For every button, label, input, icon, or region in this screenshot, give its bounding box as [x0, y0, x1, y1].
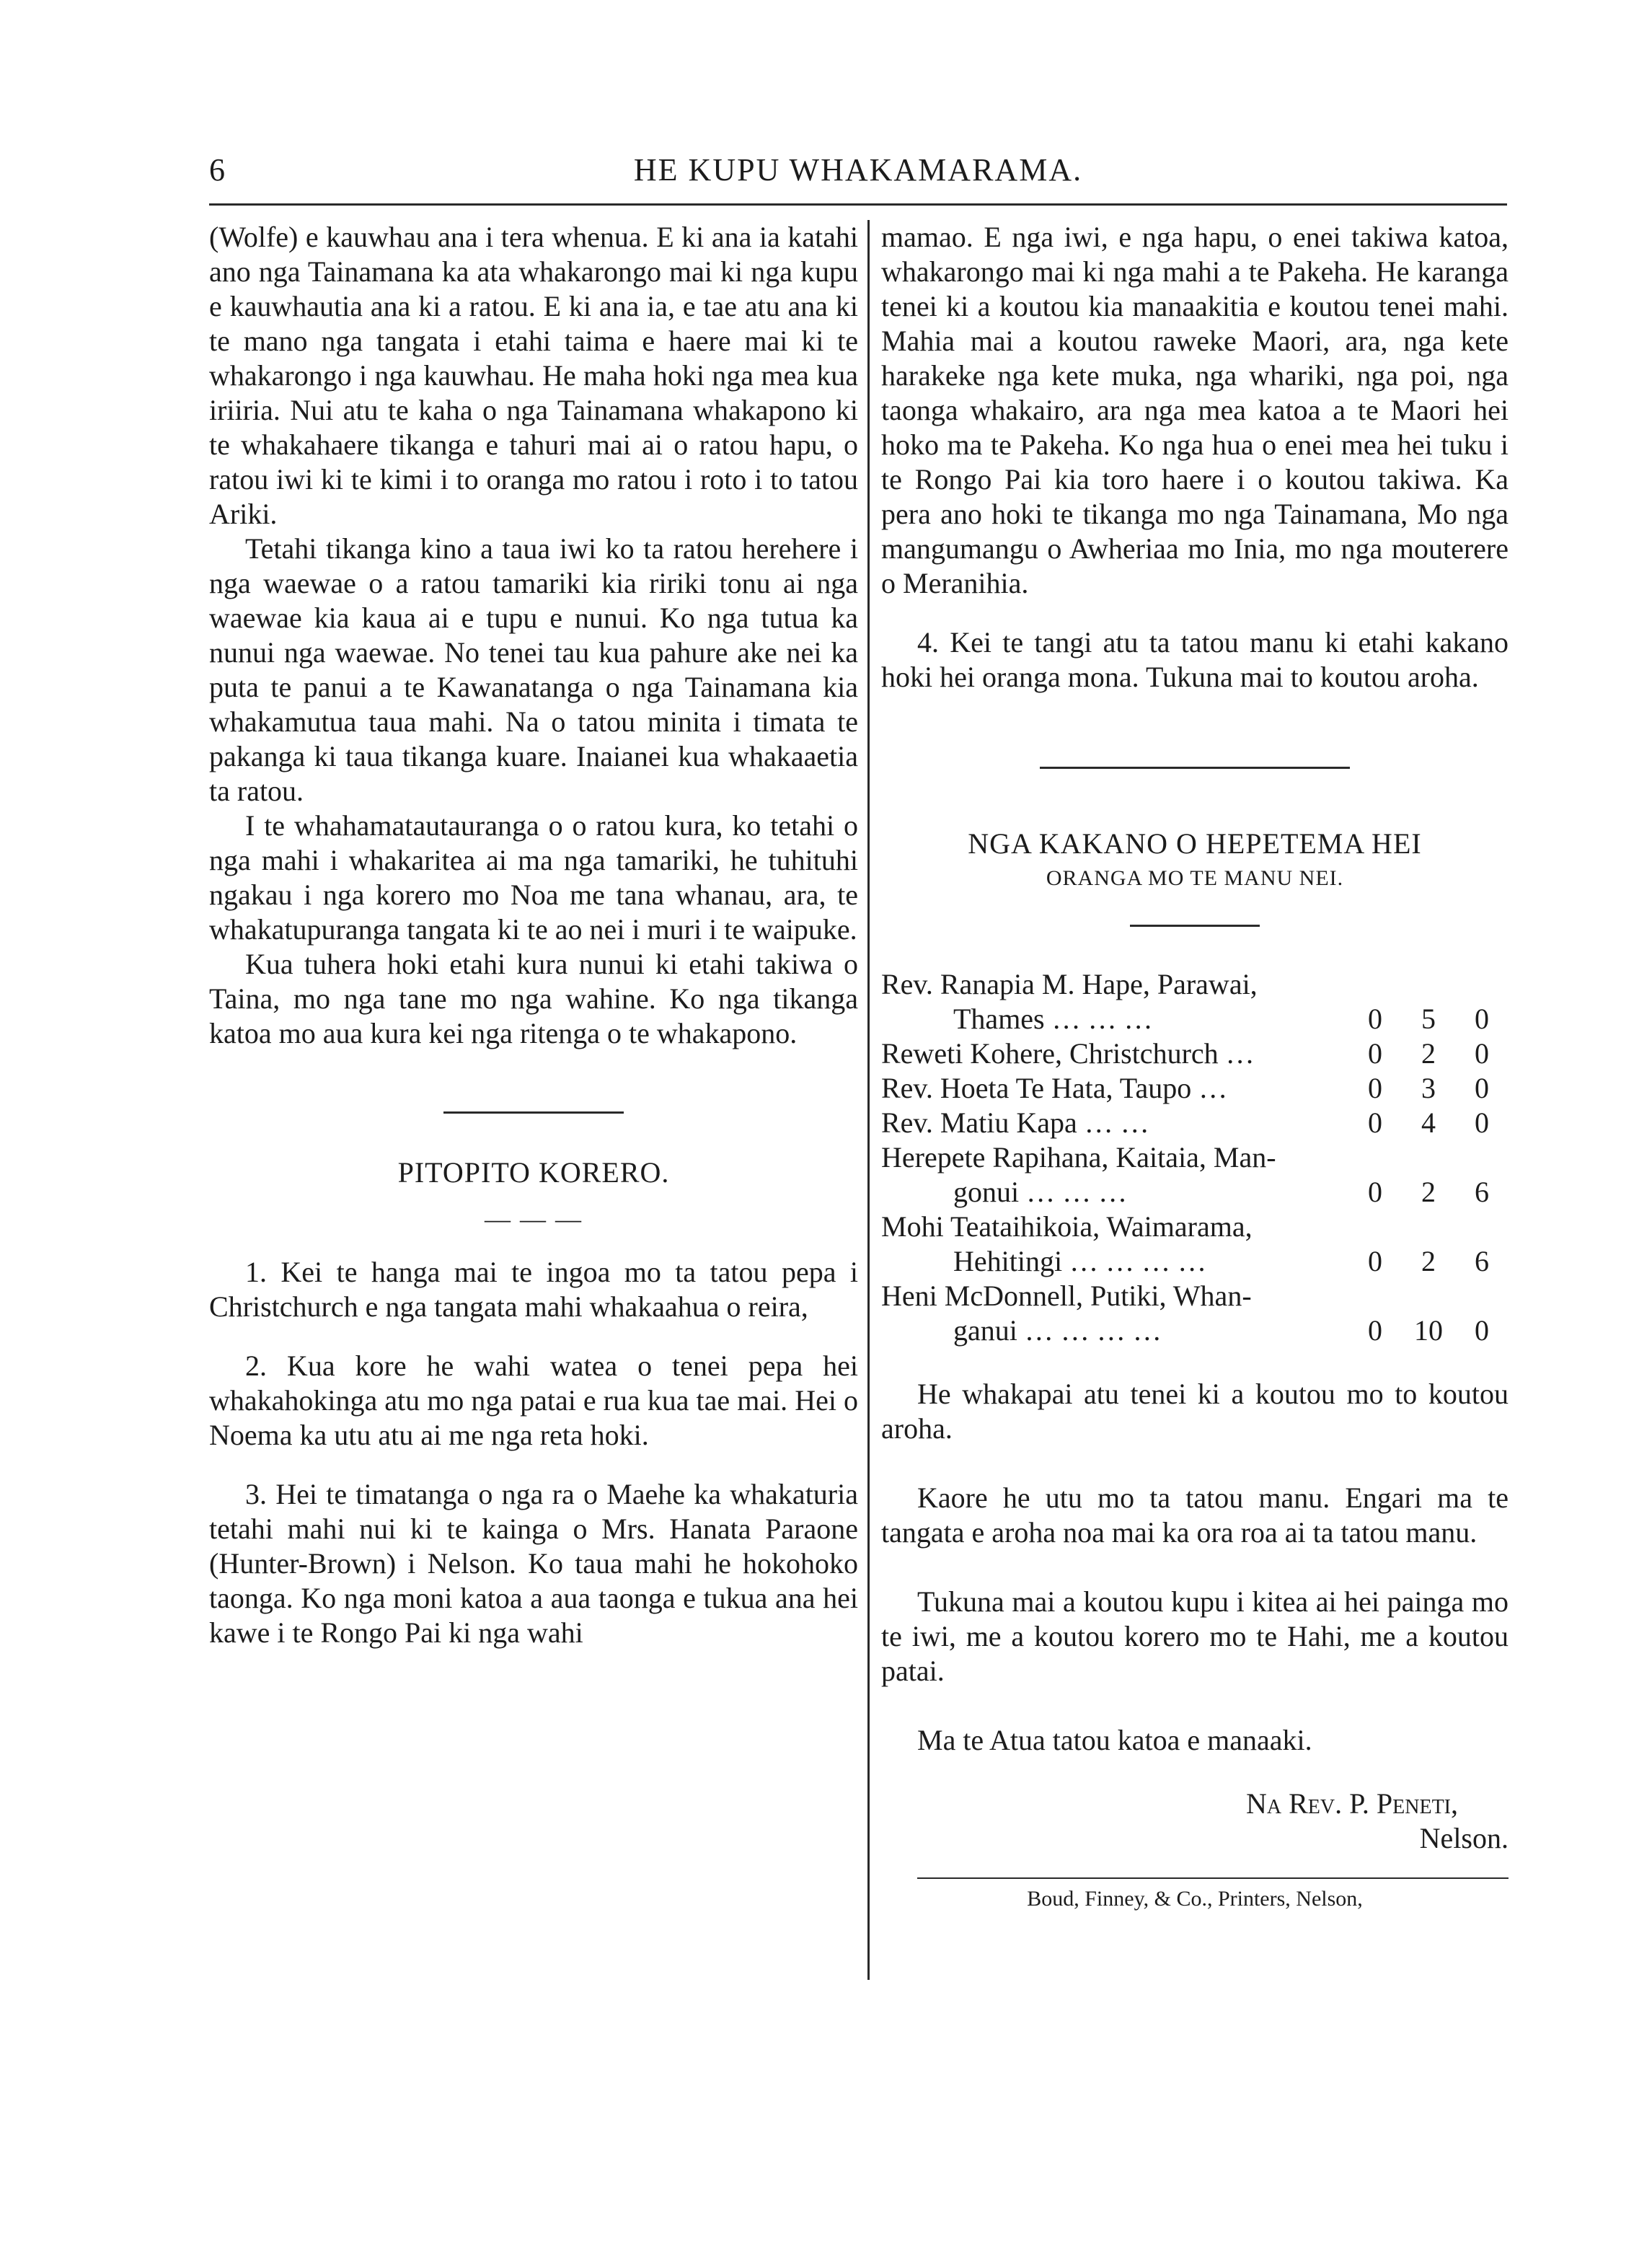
subscription-heading: NGA KAKANO O HEPETEMA HEI — [968, 827, 1422, 860]
subscription-row — [881, 1279, 1509, 1313]
amount-shillings: 2 — [1421, 1245, 1436, 1277]
amount-shillings: 2 — [1421, 1176, 1436, 1208]
subscriber-name: Rev. Ranapia M. Hape, Parawai, — [881, 968, 1258, 1000]
amount-pounds: 0 — [1368, 1176, 1382, 1208]
subscription-row — [881, 1002, 1509, 1036]
signature-place: Nelson. — [1419, 1822, 1509, 1854]
page-header — [209, 151, 1507, 195]
amount-pence: 0 — [1475, 1037, 1489, 1070]
subscriber-name: Mohi Teataihikoia, Waimarama, — [881, 1210, 1253, 1243]
news-item: 3. Hei te timatanga o nga ra o Maehe ka whakaturia tetahi mahi nui ki te kainga o Mrs. Hanata Paraone (Hunter-Brown) i Nelson. Ko taua mahi he hokohoko taonga. Ko nga moni katoa a aua taonga e tukua ana hei kawe i te Rongo Pai ki nga wahi — [209, 1478, 858, 1649]
dot-leader: … — [1198, 1072, 1228, 1104]
paragraph: Kua tuhera hoki etahi kura nunui ki etahi takiwa o Taina, mo nga tane mo nga wahine. Ko nga tikanga katoa mo aua kura kei nga ritenga o te whakapono. — [209, 948, 858, 1049]
imprint-rule — [917, 1877, 1509, 1879]
paragraph: Kaore he utu mo ta tatou manu. Engari ma te tangata e aroha noa mai ka ora roa ai ta tatou manu. — [881, 1481, 1509, 1549]
dot-leader: … … — [1084, 1106, 1149, 1139]
subscription-row — [881, 1036, 1509, 1071]
paragraph: 4. Kei te tangi atu ta tatou manu ki etahi kakano hoki hei oranga mona. Tukuna mai to koutou aroha. — [881, 626, 1509, 693]
news-item: 2. Kua kore he wahi watea o tenei pepa hei whakahokinga atu mo nga patai e rua kua tae mai. Hei o Noema ka utu atu ai me nga reta hoki. — [209, 1349, 858, 1451]
subscriber-name-cont: gonui — [953, 1176, 1020, 1208]
subscriber-name: Reweti Kohere, Christchurch — [881, 1037, 1219, 1070]
paragraph: Tetahi tikanga kino a taua iwi ko ta ratou herehere i nga waewae o a ratou tamariki kia ririki tonu ai nga waewae kia kaua ai e tupu e nunui. Ko nga tutua ka nunui nga waewae. No tenei tau kua pahure ake nei ka puta te panui a te Kawanatanga o nga Tainamana kia whakamutua taua mahi. Na o tatou minita i timata te pakanga ki taua tikanga kuare. Inaianei kua whakaaetia ta ratou. — [209, 532, 858, 807]
amount-pence: 0 — [1475, 1003, 1489, 1035]
amount-pence: 0 — [1475, 1072, 1489, 1104]
subscriber-name-cont: Hehitingi — [953, 1245, 1063, 1277]
subscriber-name: Heni McDonnell, Putiki, Whan- — [881, 1280, 1252, 1312]
amount-pounds: 0 — [1368, 1072, 1382, 1104]
subscription-row — [881, 967, 1509, 1002]
amount-pence: 0 — [1475, 1314, 1489, 1347]
subscriber-name: Herepete Rapihana, Kaitaia, Man- — [881, 1141, 1276, 1173]
right-column — [881, 220, 1509, 1914]
printer-imprint: Boud, Finney, & Co., Printers, Nelson, — [1027, 1887, 1363, 1911]
amount-pence: 6 — [1475, 1176, 1489, 1208]
section-heading: PITOPITO KORERO. — [397, 1156, 670, 1189]
short-rule — [1130, 925, 1260, 927]
subscriber-name-cont: ganui — [953, 1314, 1017, 1347]
dot-leader: … — [1225, 1037, 1255, 1070]
section-dashes: — — — — [485, 1205, 583, 1233]
subscriber-name-cont: Thames — [953, 1003, 1045, 1035]
amount-shillings: 5 — [1421, 1003, 1436, 1035]
subscription-row — [881, 1071, 1509, 1106]
paragraph: mamao. E nga iwi, e nga hapu, o enei takiwa katoa, whakarongo mai ki nga mahi a te Pakeha. He karanga tenei ki a koutou kia manaakitia e koutou tenei mahi. Mahia mai a koutou raweke Maori, ara, nga kete harakeke nga kete muka, nga whariki, nga poi, nga taonga whakairo, ara nga mea katoa a te Maori hei hoko ma te Pakeha. Ko nga hua o enei mea hei tuku i te Rongo Pai kia toro haere i o koutou takiwa. Ka pera ano hoki te tikanga mo nga Tainamana, Mo nga mangumangu o Awheriaa mo Inia, mo nga mouterere o Meranihia. — [881, 221, 1509, 599]
paragraph: He whakapai atu tenei ki a koutou mo to koutou aroha. — [881, 1378, 1509, 1445]
paragraph: I te whahamatautauranga o o ratou kura, ko tetahi o nga mahi i whakaritea ai ma nga tamariki, he tuhituhi ngakau i nga korero mo Noa me tana whanau, ara, te whakatupuranga tangata ki te ao nei i muri i te waipuke. — [209, 809, 858, 946]
subscription-row — [881, 1175, 1509, 1210]
dot-leader: … … … — [1026, 1176, 1128, 1208]
subscription-row — [881, 1244, 1509, 1279]
page-number: 6 — [209, 152, 225, 188]
running-head: HE KUPU WHAKAMARAMA. — [633, 152, 1083, 188]
subscription-list — [881, 967, 1509, 1348]
subscriber-name: Rev. Hoeta Te Hata, Taupo — [881, 1072, 1192, 1104]
paragraph: (Wolfe) e kauwhau ana i tera whenua. E ki ana ia katahi ano nga Tainamana ka ata whakarongo mai ki nga kupu e kauwhautia ana ki a ratou. E ki ana ia, e tae atu ana ki te mano nga tangata i etahi taima e haere mai ki te whakarongo i nga kauwhau. He maha hoki nga mea kua iriiria. Nui atu te kaha o nga Tainamana whakapono ki te whakahaere tikanga e tahuri mai ai o ratou hapu, o ratou iwi ki te kimi i to oranga mo ratou i roto i to tatou Ariki. — [209, 221, 858, 530]
left-column — [209, 220, 858, 1650]
dot-leader: … … … … — [1024, 1314, 1162, 1347]
dot-leader: … … … — [1051, 1003, 1153, 1035]
amount-pounds: 0 — [1368, 1314, 1382, 1347]
amount-pounds: 0 — [1368, 1106, 1382, 1139]
column-divider — [867, 220, 870, 1980]
header-rule — [209, 203, 1507, 206]
signature: Na Rev. P. Peneti, — [1245, 1787, 1458, 1820]
amount-pounds: 0 — [1368, 1245, 1382, 1277]
amount-pounds: 0 — [1368, 1037, 1382, 1070]
section-rule — [443, 1111, 624, 1114]
amount-pence: 0 — [1475, 1106, 1489, 1139]
subscription-row — [881, 1210, 1509, 1244]
subscription-row — [881, 1106, 1509, 1140]
amount-shillings: 3 — [1421, 1072, 1436, 1104]
subscription-subheading: ORANGA MO TE MANU NEI. — [1046, 866, 1344, 890]
subscription-row — [881, 1140, 1509, 1175]
amount-pounds: 0 — [1368, 1003, 1382, 1035]
amount-shillings: 10 — [1414, 1314, 1443, 1347]
dot-leader: … … … … — [1069, 1245, 1207, 1277]
amount-pence: 6 — [1475, 1245, 1489, 1277]
subscriber-name: Rev. Matiu Kapa — [881, 1106, 1077, 1139]
section-rule — [1040, 767, 1350, 769]
amount-shillings: 4 — [1421, 1106, 1436, 1139]
paragraph: Tukuna mai a koutou kupu i kitea ai hei painga mo te iwi, me a koutou korero mo te Hahi, me a koutou patai. — [881, 1585, 1509, 1687]
paragraph: Ma te Atua tatou katoa e manaaki. — [917, 1724, 1312, 1756]
subscription-row — [881, 1313, 1509, 1348]
news-item: 1. Kei te hanga mai te ingoa mo ta tatou pepa i Christchurch e nga tangata mahi whakaahua o reira, — [209, 1256, 858, 1323]
amount-shillings: 2 — [1421, 1037, 1436, 1070]
